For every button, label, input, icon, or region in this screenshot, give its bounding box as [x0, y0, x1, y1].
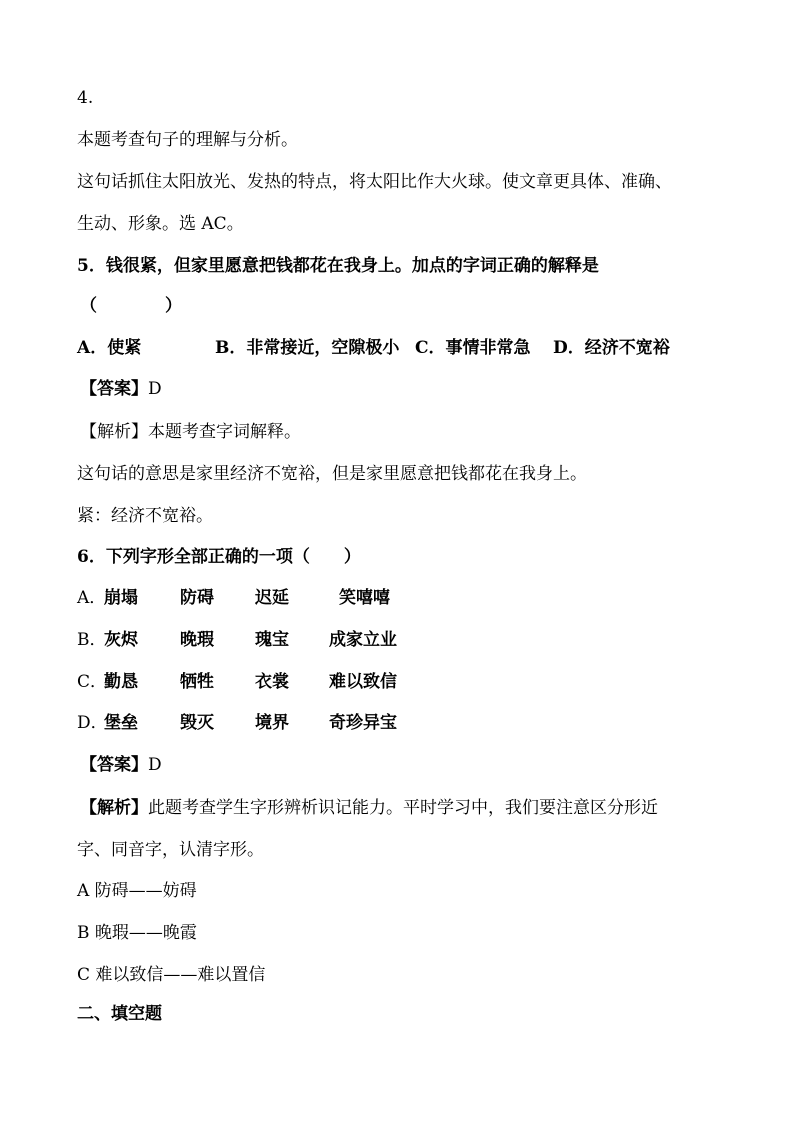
q5-option-d: D．经济不宽裕	[553, 338, 670, 358]
q6-option-a-label: A．	[77, 588, 107, 608]
q5-explain-line2: 紧：经济不宽裕。	[77, 506, 213, 526]
q6-option-a-word2: 防碍	[180, 588, 214, 608]
q6-option-b-word4: 成家立业	[329, 630, 397, 650]
q5-answer-value: D	[148, 379, 162, 399]
q6-fix-c: C 难以致信——难以置信	[77, 965, 266, 985]
q5-analysis-label: 【解析】	[80, 422, 148, 442]
q5-answer-label: 【答案】	[80, 379, 148, 399]
q6-option-a-word3: 迟延	[255, 588, 289, 608]
section2-title: 二、填空题	[77, 1004, 162, 1024]
q6-option-a-word4: 笑嘻嘻	[339, 588, 390, 608]
q5-answer	[80, 377, 162, 401]
q6-analysis-line2: 字、同音字，认清字形。	[77, 840, 264, 860]
q5-explain-line1: 这句话的意思是家里经济不宽裕，但是家里愿意把钱都花在我身上。	[77, 464, 587, 484]
q5-blank: （ ）	[80, 296, 182, 316]
q6-analysis	[80, 796, 658, 820]
q6-option-c-word2: 牺牲	[180, 672, 214, 692]
q6-option-b-label: B．	[77, 630, 107, 650]
q4-number: 4.	[77, 88, 94, 108]
q4-analysis-line1: 这句话抓住太阳放光、发热的特点，将太阳比作大火球。使文章更具体、准确、	[77, 172, 672, 192]
q6-option-d-word3: 境界	[255, 713, 289, 733]
q6-answer-label: 【答案】	[80, 755, 148, 775]
q6-fix-b: B 晚瑕——晚霞	[77, 923, 197, 943]
q4-analysis-line2: 生动、形象。选 AC。	[77, 214, 244, 234]
q6-fix-a: A 防碍——妨碍	[77, 881, 197, 901]
q6-option-c-word1: 勤恳	[104, 672, 138, 692]
q6-option-c-word4: 难以致信	[329, 672, 397, 692]
q6-option-a-word1: 崩塌	[104, 588, 138, 608]
q5-analysis-text: 本题考查字词解释。	[148, 422, 301, 442]
q6-option-c-label: C．	[77, 672, 108, 692]
q6-stem: 6．下列字形全部正确的一项（ ）	[77, 547, 361, 567]
q5-option-a: A．使紧	[77, 338, 142, 358]
q6-option-c-word3: 衣裳	[255, 672, 289, 692]
q6-answer-value: D	[148, 755, 162, 775]
q6-option-d-label: D．	[77, 713, 108, 733]
q5-stem: 5．钱很紧，但家里愿意把钱都花在我身上。加点的字词正确的解释是	[77, 256, 599, 276]
q6-option-d-word1: 堡垒	[104, 713, 138, 733]
q6-analysis-line1: 此题考查学生字形辨析识记能力。平时学习中，我们要注意区分形近	[148, 798, 658, 818]
q5-analysis	[80, 420, 301, 444]
q4-intro: 本题考查句子的理解与分析。	[77, 130, 298, 150]
q6-option-b-word1: 灰烬	[104, 630, 138, 650]
q6-analysis-label: 【解析】	[80, 798, 148, 818]
q6-option-b-word2: 晚瑕	[180, 630, 214, 650]
q6-answer	[80, 753, 162, 777]
q5-option-b: B．非常接近，空隙极小	[215, 338, 400, 358]
q5-option-c: C．事情非常急	[415, 338, 531, 358]
q6-option-b-word3: 瑰宝	[255, 630, 289, 650]
q6-option-d-word2: 毁灭	[180, 713, 214, 733]
q6-option-d-word4: 奇珍异宝	[329, 713, 397, 733]
